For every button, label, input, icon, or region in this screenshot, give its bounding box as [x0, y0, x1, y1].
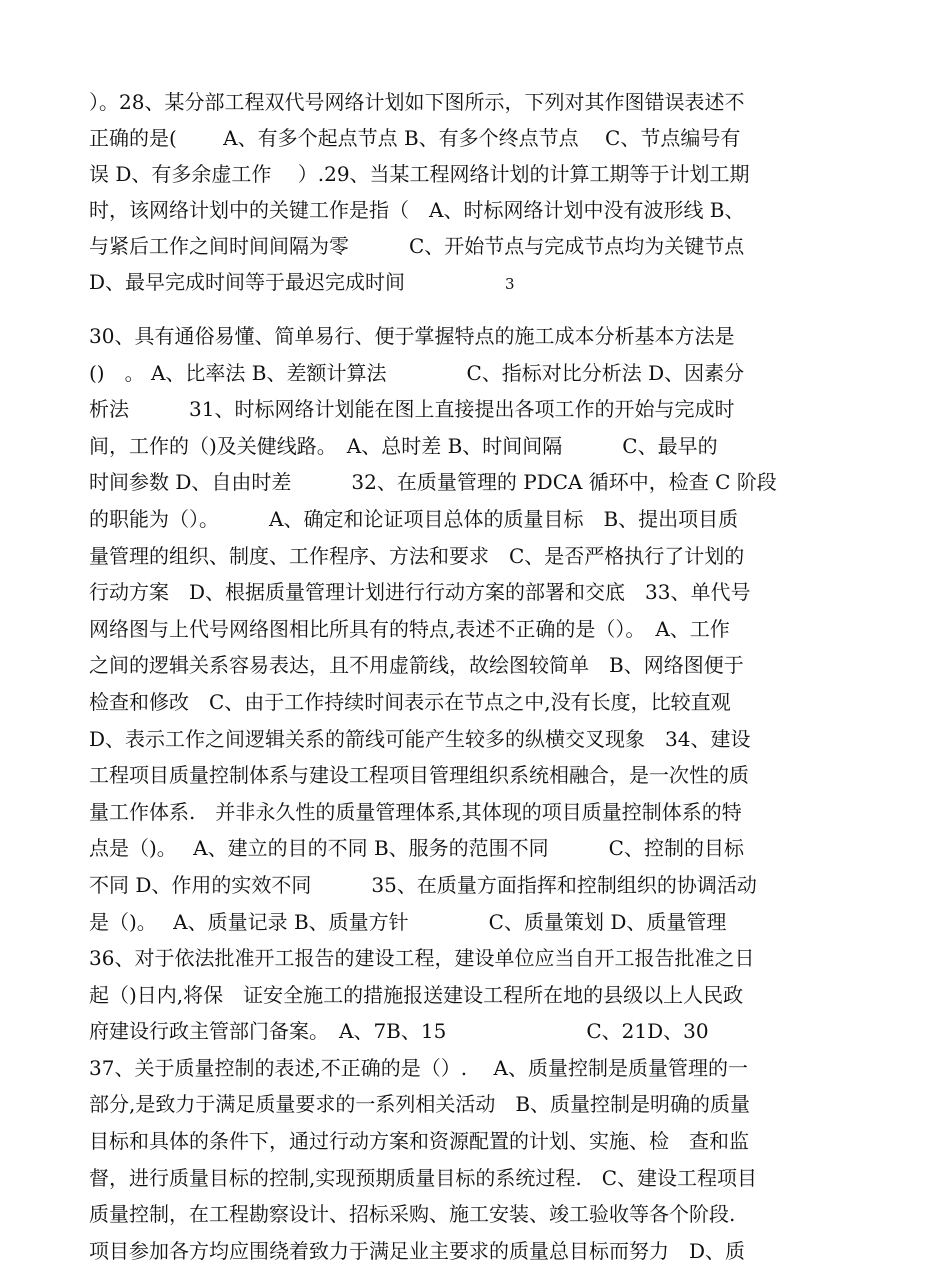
text-line: D、表示工作之间逻辑关系的箭线可能产生较多的纵横交叉现象 34、建设	[89, 726, 751, 751]
text-line: 时，该网络计划中的关键工作是指（ A、时标网络计划中没有波形线 B、	[89, 198, 745, 222]
text-line-with-page-number	[89, 264, 879, 302]
text-line: 督，进行质量目标的控制,实现预期质量目标的系统过程. C、建设工程项目	[89, 1165, 758, 1190]
text-line: 质量控制，在工程勘察设计、招标采购、施工安装、竣工验收等各个阶段.	[89, 1202, 736, 1227]
text-segment: D、最早完成时间等于最迟完成时间	[89, 270, 446, 294]
text-line: 是（)。 A、质量记录 B、质量方针 C、质量策划 D、质量管理	[89, 909, 727, 934]
text-line: 量管理的组织、制度、工作程序、方法和要求 C、是否严格执行了计划的	[89, 543, 745, 568]
text-line: 工程项目质量控制体系与建设工程项目管理组织系统相融合，是一次性的质	[89, 763, 749, 788]
text-line: 量工作体系. 并非永久性的质量管理体系,其体现的项目质量控制体系的特	[89, 799, 742, 824]
text-line: 检查和修改 C、由于工作持续时间表示在节点之中,没有长度，比较直观	[89, 689, 731, 714]
text-line: 不同 D、作用的实效不同 35、在质量方面指挥和控制组织的协调活动	[89, 872, 757, 897]
text-line: 行动方案 D、根据质量管理计划进行行动方案的部署和交底 33、单代号	[89, 580, 751, 605]
text-line: 36、对于依法批准开工报告的建设工程，建设单位应当自开工报告批准之日	[89, 946, 755, 971]
text-line: 间，工作的（)及关健线路。 A、总时差 B、时间间隔 C、最早的	[89, 433, 718, 458]
text-line: 网络图与上代号网络图相比所具有的特点,表述不正确的是（）。 A、工作	[89, 616, 730, 641]
text-line: 点是（)。 A、建立的目的不同 B、服务的范围不同 C、控制的目标	[89, 836, 744, 861]
text-line: 正确的是( A、有多个起点节点 B、有多个终点节点 C、节点编号有	[89, 126, 741, 150]
text-line: 府建设行政主管部门备案。 A、7B、15 C、21D、30	[89, 1019, 709, 1044]
text-line: ）。28、某分部工程双代号网络计划如下图所示，下列对其作图错误表述不	[89, 90, 745, 114]
page-number: 3	[505, 275, 515, 293]
text-line: 起（)日内,将保 证安全施工的措施报送建设工程所在地的县级以上人民政	[89, 982, 744, 1007]
text-line: 37、关于质量控制的表述,不正确的是（）. A、质量控制是质量管理的一	[89, 1055, 748, 1080]
text-line: 目标和具体的条件下，通过行动方案和资源配置的计划、实施、检 查和监	[89, 1129, 749, 1154]
text-line: 误 D、有多余虚工作 ）.29、当某工程网络计划的计算工期等于计划工期	[89, 162, 750, 186]
text-line: 之间的逻辑关系容易表达，且不用虚箭线，故绘图较简单 B、网络图便于	[89, 653, 744, 678]
paragraph-questions-30-37	[89, 318, 879, 1269]
text-line: () 。 A、比率法 B、差额计算法 C、指标对比分析法 D、因素分	[89, 360, 745, 385]
text-line: 析法 31、时标网络计划能在图上直接提出各项工作的开始与完成时	[89, 397, 735, 422]
paragraph-questions-28-29	[89, 84, 879, 302]
text-line: 与紧后工作之间时间间隔为零 C、开始节点与完成节点均为关键节点	[89, 234, 745, 258]
text-line: 的职能为（）。 A、确定和论证项目总体的质量目标 B、提出项目质	[89, 506, 739, 531]
text-line: 时间参数 D、自由时差 32、在质量管理的 PDCA 循环中，检查 C 阶段	[89, 470, 777, 495]
text-line: 部分,是致力于满足质量要求的一系列相关活动 B、质量控制是明确的质量	[89, 1092, 751, 1117]
text-line: 30、具有通俗易懂、简单易行、便于掌握特点的施工成本分析基本方法是	[89, 324, 735, 348]
text-line: 项目参加各方均应围绕着致力于满足业主要求的质量总目标而努力 D、质	[89, 1238, 746, 1263]
